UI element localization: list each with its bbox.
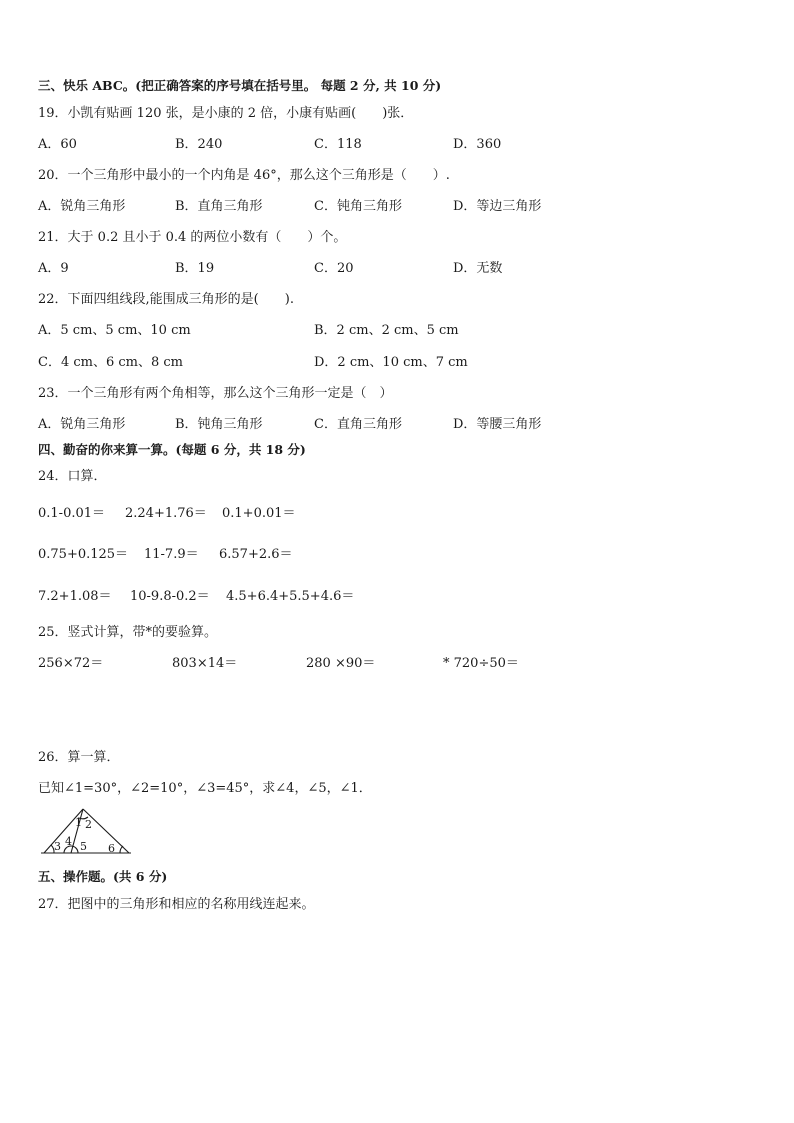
triangle-angle-figure — [38, 806, 138, 858]
section3-heading: 三、快乐 ABC。(把正确答案的序号填在括号里。 每题 2 分, 共 10 分) — [38, 78, 442, 93]
mental-calc-item: 2.24+1.76＝ — [125, 506, 207, 521]
q23-option-b[interactable]: B．钝角三角形 — [175, 417, 263, 432]
angle-label-3: 3 — [54, 840, 61, 853]
vertical-calc-item: 256×72＝ — [38, 656, 104, 671]
angle-label-2: 2 — [85, 818, 92, 831]
question-22: 22．下面四组线段,能围成三角形的是( ). — [38, 292, 294, 307]
q19-option-a[interactable]: A．60 — [38, 137, 77, 152]
angle-label-1: 1 — [75, 816, 82, 829]
q19-option-b[interactable]: B．240 — [175, 137, 223, 152]
angle-label-6: 6 — [108, 842, 115, 855]
question-24: 24．口算． — [38, 469, 107, 484]
section4-heading: 四、勤奋的你来算一算。(每题 6 分，共 18 分) — [38, 442, 306, 457]
angle-label-4: 4 — [65, 835, 72, 848]
mental-calc-item: 11-7.9＝ — [144, 547, 199, 562]
q22-option-a[interactable]: A．5 cm、5 cm、10 cm — [38, 323, 191, 338]
q22-option-d[interactable]: D．2 cm、10 cm、7 cm — [314, 355, 468, 370]
mental-calc-item: 0.1+0.01＝ — [222, 506, 296, 521]
q23-option-d[interactable]: D．等腰三角形 — [453, 417, 542, 432]
q22-option-c[interactable]: C．4 cm、6 cm、8 cm — [38, 355, 183, 370]
q21-option-b[interactable]: B．19 — [175, 261, 215, 276]
question-27: 27．把图中的三角形和相应的名称用线连起来。 — [38, 897, 315, 912]
q20-option-b[interactable]: B．直角三角形 — [175, 199, 263, 214]
question-25: 25．竖式计算，带*的要验算。 — [38, 625, 218, 640]
mental-calc-item: 6.57+2.6＝ — [219, 547, 293, 562]
q23-option-a[interactable]: A．锐角三角形 — [38, 417, 126, 432]
angle-arc-6 — [120, 846, 123, 853]
angle-label-5: 5 — [80, 840, 87, 853]
q19-option-c[interactable]: C．118 — [314, 137, 362, 152]
q21-option-d[interactable]: D．无数 — [453, 261, 503, 276]
question-26: 26．算一算． — [38, 750, 120, 765]
q26-given: 已知∠1=30°，∠2=10°，∠3=45°，求∠4，∠5，∠1． — [38, 781, 372, 796]
q19-option-d[interactable]: D．360 — [453, 137, 502, 152]
mental-calc-item: 0.75+0.125＝ — [38, 547, 129, 562]
q23-option-c[interactable]: C．直角三角形 — [314, 417, 402, 432]
vertical-calc-item: 280 ×90＝ — [306, 656, 376, 671]
q21-option-a[interactable]: A．9 — [38, 261, 69, 276]
question-23: 23．一个三角形有两个角相等，那么这个三角形一定是（ ） — [38, 386, 393, 401]
question-19: 19．小凯有贴画 120 张，是小康的 2 倍，小康有贴画( )张． — [38, 106, 414, 121]
mental-calc-item: 0.1-0.01＝ — [38, 506, 106, 521]
q20-option-d[interactable]: D．等边三角形 — [453, 199, 542, 214]
q20-option-c[interactable]: C．钝角三角形 — [314, 199, 402, 214]
vertical-calc-item: 803×14＝ — [172, 656, 238, 671]
mental-calc-item: 7.2+1.08＝ — [38, 589, 112, 604]
q20-option-a[interactable]: A．锐角三角形 — [38, 199, 126, 214]
vertical-calc-item: * 720÷50＝ — [443, 656, 519, 671]
mental-calc-item: 10-9.8-0.2＝ — [130, 589, 210, 604]
section5-heading: 五、操作题。(共 6 分) — [38, 869, 168, 884]
question-21: 21．大于 0.2 且小于 0.4 的两位小数有（ ）个。 — [38, 230, 347, 245]
mental-calc-item: 4.5+6.4+5.5+4.6＝ — [226, 589, 355, 604]
q22-option-b[interactable]: B．2 cm、2 cm、5 cm — [314, 323, 459, 338]
question-20: 20．一个三角形中最小的一个内角是 46°，那么这个三角形是（ ）. — [38, 168, 450, 183]
q21-option-c[interactable]: C．20 — [314, 261, 354, 276]
